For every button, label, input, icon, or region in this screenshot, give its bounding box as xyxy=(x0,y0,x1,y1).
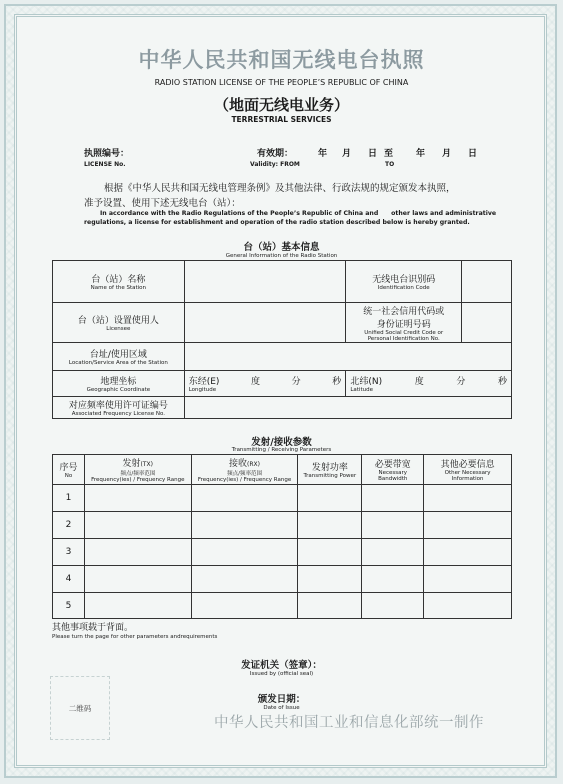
validity-to-year: 年 xyxy=(416,149,426,159)
power-cell xyxy=(298,593,362,619)
table-row xyxy=(53,539,512,566)
tx-cell xyxy=(84,593,191,619)
issue-date-label: 颁发日期： xyxy=(257,694,306,705)
intro-text-en-line1: In accordance with the Radio Regulations of the People’s Republic of China and other laws and administrative xyxy=(100,210,497,217)
footer-note-en: Please turn the page for other parameters andrequirements xyxy=(52,634,218,640)
rx-cell xyxy=(191,539,298,566)
issue-date-label-en: Date of Issue xyxy=(263,705,300,711)
validity-from-year: 年 xyxy=(318,149,328,159)
latitude-cell xyxy=(346,371,512,397)
latitude-second-unit: 秒 xyxy=(497,377,507,387)
latitude-label-en: Latitude xyxy=(350,387,373,393)
license-subtitle-en: TERRESTRIAL SERVICES xyxy=(231,115,332,124)
other-cell xyxy=(424,539,512,566)
col-bandwidth-header: 必要带宽 Necessary Bandwidth xyxy=(362,455,424,485)
validity-to-label-en: TO xyxy=(385,161,395,168)
col-tx-header: 发射(TX) 频点/频率范围 Frequency(ies) / Frequency Range xyxy=(84,455,191,485)
station-name-label: 台（站）名称 Name of the Station xyxy=(53,261,185,303)
general-info-title-en: General Information of the Radio Station xyxy=(225,253,338,259)
table-row xyxy=(53,485,512,512)
address-label: 台址/使用区域 Location/Service Area of the Station xyxy=(53,343,185,371)
address-value xyxy=(184,343,511,371)
general-info-table xyxy=(52,260,512,419)
power-cell xyxy=(298,485,362,512)
params-title: 发射/接收参数 xyxy=(251,437,312,448)
row-number: 5 xyxy=(53,593,85,619)
licensee-label: 台（站）设置使用人 Licensee xyxy=(53,303,185,343)
coordinate-label: 地理坐标 Geographic Coordinate xyxy=(53,371,185,397)
power-cell xyxy=(298,512,362,539)
freq-license-label: 对应频率使用许可证编号 Associated Frequency License No. xyxy=(53,397,185,419)
intro-text-en-line2: regulations, a license for establishment and operation of the radio station described below is hereby granted. xyxy=(84,219,470,226)
issuer-label: 发证机关（签章）： xyxy=(241,660,322,671)
col-no-header: 序号 No xyxy=(53,455,85,485)
row-number: 3 xyxy=(53,539,85,566)
id-code-value xyxy=(462,261,512,303)
latitude-degree-unit: 度 xyxy=(414,377,424,387)
validity-to-day: 日 xyxy=(468,149,478,159)
qr-code-placeholder xyxy=(50,676,110,740)
other-cell xyxy=(424,485,512,512)
credit-code-value xyxy=(462,303,512,343)
license-no-label: 执照编号： xyxy=(84,149,130,159)
bandwidth-cell xyxy=(362,539,424,566)
power-cell xyxy=(298,539,362,566)
power-cell xyxy=(298,566,362,593)
longitude-cell xyxy=(184,371,346,397)
bandwidth-cell xyxy=(362,485,424,512)
tx-cell xyxy=(84,485,191,512)
intro-text-line2: 准予设置、使用下述无线电台（站）： xyxy=(84,198,241,209)
id-code-label: 无线电台识别码 Identification Code xyxy=(346,261,462,303)
table-row xyxy=(53,512,512,539)
col-rx-header: 接收(RX) 频点/频率范围 Frequency(ies) / Frequency Range xyxy=(191,455,298,485)
bandwidth-cell xyxy=(362,593,424,619)
license-title-en: RADIO STATION LICENSE OF THE PEOPLE’S REPUBLIC OF CHINA xyxy=(154,78,409,87)
row-number: 2 xyxy=(53,512,85,539)
bandwidth-cell xyxy=(362,512,424,539)
row-number: 1 xyxy=(53,485,85,512)
tx-cell xyxy=(84,512,191,539)
rx-cell xyxy=(191,512,298,539)
validity-to-label: 至 xyxy=(384,149,394,159)
col-power-header: 发射功率 Transmitting Power xyxy=(298,455,362,485)
other-cell xyxy=(424,566,512,593)
row-number: 4 xyxy=(53,566,85,593)
footer-note: 其他事项载于背面。 xyxy=(52,623,134,633)
validity-from-day: 日 xyxy=(368,149,378,159)
validity-label-en: Validity: FROM xyxy=(250,161,300,168)
rx-cell xyxy=(191,566,298,593)
validity-label: 有效期： xyxy=(257,149,294,159)
intro-text-line1: 根据《中华人民共和国无线电管理条例》及其他法律、行政法规的规定颁发本执照， xyxy=(104,183,456,194)
longitude-label: 东经(E) xyxy=(188,377,220,387)
maker-statement: 中华人民共和国工业和信息化部统一制作 xyxy=(214,715,484,731)
table-row xyxy=(53,593,512,619)
other-cell xyxy=(424,512,512,539)
validity-to-month: 月 xyxy=(442,149,452,159)
license-title: 中华人民共和国无线电台执照 xyxy=(138,48,425,72)
col-other-header: 其他必要信息 Other Necessary Information xyxy=(424,455,512,485)
rx-cell xyxy=(191,593,298,619)
table-row xyxy=(53,566,512,593)
latitude-label: 北纬(N) xyxy=(350,377,383,387)
params-table xyxy=(52,454,512,619)
general-info-title: 台（站）基本信息 xyxy=(243,242,320,253)
credit-code-label: 统一社会信用代码或 身份证明号码 Unified Social Credit Code or Personal Identification No. xyxy=(346,303,462,343)
tx-cell xyxy=(84,566,191,593)
license-no-label-en: LICENSE No. xyxy=(84,161,126,168)
longitude-second-unit: 秒 xyxy=(332,377,342,387)
validity-from-month: 月 xyxy=(342,149,352,159)
bandwidth-cell xyxy=(362,566,424,593)
longitude-label-en: Longitude xyxy=(188,387,217,393)
station-name-value xyxy=(184,261,346,303)
longitude-degree-unit: 度 xyxy=(251,377,261,387)
longitude-minute-unit: 分 xyxy=(291,377,301,387)
licensee-value xyxy=(184,303,346,343)
other-cell xyxy=(424,593,512,619)
issuer-label-en: Issued by (official seal) xyxy=(249,671,314,677)
qr-code-label: 二维码 xyxy=(68,704,92,713)
params-title-en: Transmitting / Receiving Parameters xyxy=(231,447,332,453)
rx-cell xyxy=(191,485,298,512)
license-subtitle: （地面无线电业务） xyxy=(213,96,349,114)
latitude-minute-unit: 分 xyxy=(456,377,466,387)
tx-cell xyxy=(84,539,191,566)
freq-license-value xyxy=(184,397,511,419)
